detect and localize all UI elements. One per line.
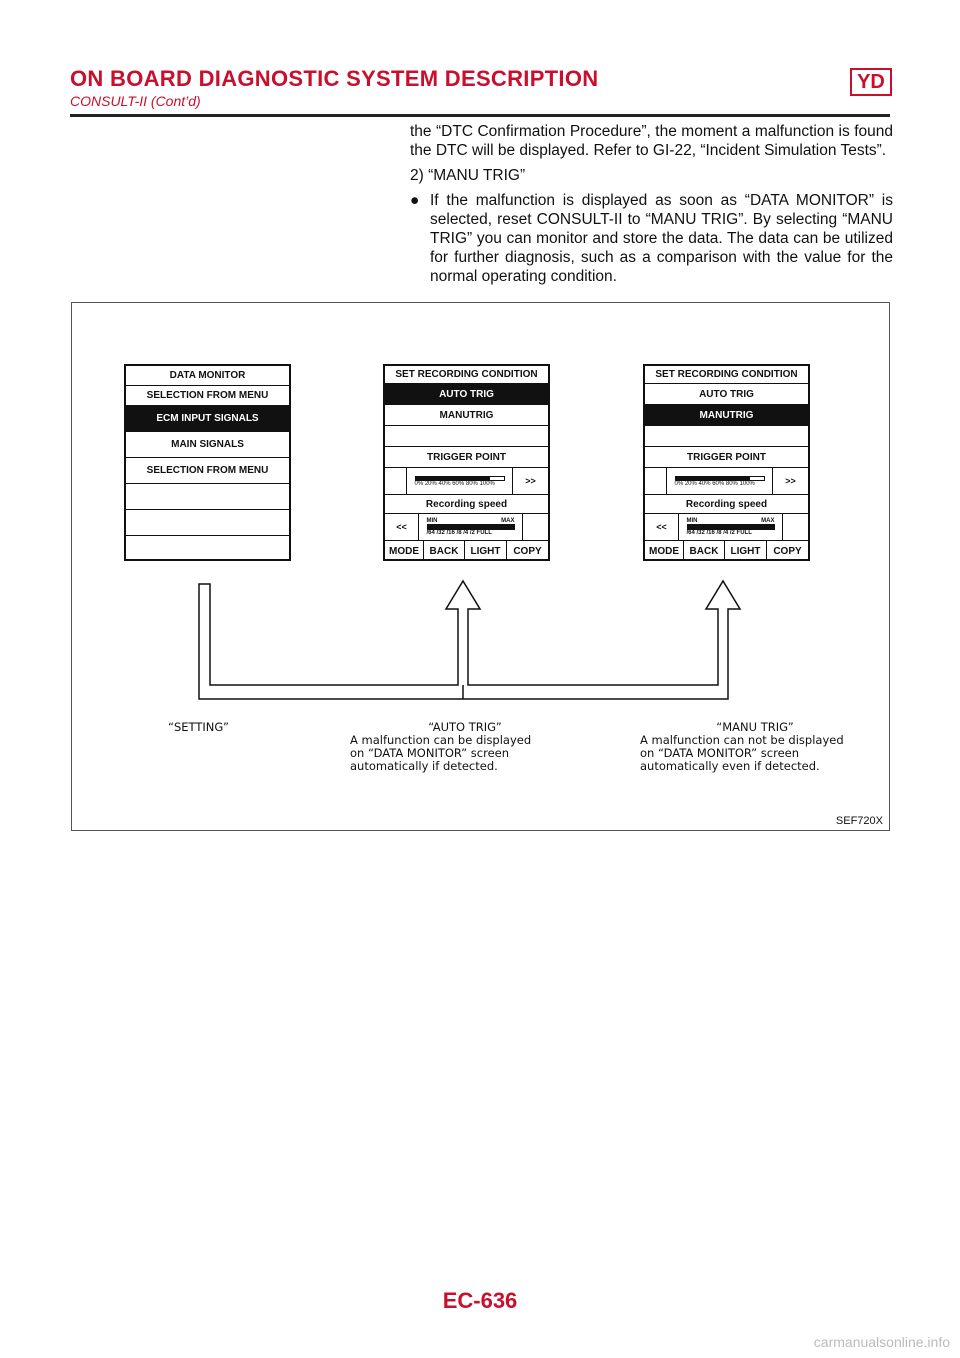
prev-arrow: << (385, 514, 419, 540)
caption-setting: “SETTING” (168, 720, 229, 734)
mode-button: MODE (645, 541, 684, 561)
back-button: BACK (684, 541, 725, 561)
max-label: MAX (501, 518, 515, 524)
manu-trig-row: MANUTRIG (385, 405, 548, 426)
caption-auto-line: A malfunction can be displayed (350, 733, 532, 747)
manu-trig-row: MANUTRIG (645, 405, 808, 426)
recording-speed-row: Recording speed (645, 495, 808, 514)
engine-code-badge: YD (850, 68, 892, 96)
trigger-ticks: 0% 20% 40% 60% 80% 100% (414, 480, 495, 487)
light-button: LIGHT (725, 541, 767, 561)
trigger-point-row: TRIGGER POINT (385, 447, 548, 468)
page-header-title: ON BOARD DIAGNOSTIC SYSTEM DESCRIPTION (70, 66, 599, 91)
auto-trig-row: AUTO TRIG (645, 384, 808, 405)
caption-auto-line: on “DATA MONITOR” screen (350, 746, 510, 760)
speed-ticks: /64 /32 /16 /8 /4 /2 FULL (426, 530, 492, 536)
figure-label: SEF720X (835, 815, 883, 827)
screen-row: MAIN SIGNALS (126, 432, 289, 458)
speed-ticks: /64 /32 /16 /8 /4 /2 FULL (686, 530, 752, 536)
light-button: LIGHT (465, 541, 507, 561)
min-label: MIN (686, 518, 698, 524)
min-label: MIN (426, 518, 438, 524)
recording-title: SET RECORDING CONDITION (645, 366, 808, 384)
bullet-text: If the malfunction is displayed as soon as “DATA MONITOR” is selected, reset CONSULT-II to “MANU TRIG”. By selecting “MANU TRIG” you can monitor and store the data. The data can be utilized for further diagnosis, such as a comparison with the value for the normal operating condition. (430, 192, 893, 285)
caption-manu-line: on “DATA MONITOR” screen (640, 746, 800, 760)
screen-row: SELECTION FROM MENU (126, 386, 289, 406)
mode-button: MODE (385, 541, 424, 561)
header-rule (70, 114, 890, 117)
caption-auto-title: “AUTO TRIG” (428, 720, 502, 734)
recording-title: SET RECORDING CONDITION (385, 366, 548, 384)
screen-row: SELECTION FROM MENU (126, 458, 289, 484)
bullet-item (410, 191, 893, 286)
copy-button: COPY (513, 545, 542, 557)
back-button: BACK (424, 541, 465, 561)
auto-trig-row: AUTO TRIG (385, 384, 548, 405)
caption-auto-trig (350, 721, 580, 773)
caption-manu-trig (640, 721, 870, 773)
max-label: MAX (761, 518, 775, 524)
flow-arrow-path (199, 581, 740, 699)
prev-arrow: << (645, 514, 679, 540)
screen-row-selected: ECM INPUT SIGNALS (126, 406, 289, 432)
page-header-subtitle: CONSULT-II (Cont’d) (70, 93, 201, 109)
screen-row: DATA MONITOR (126, 366, 289, 386)
bullet-icon: ● (410, 192, 420, 209)
page-number: EC-636 (442, 1288, 518, 1313)
figure-recording-condition (71, 302, 890, 831)
next-arrow: >> (785, 476, 796, 486)
caption-manu-line: A malfunction can not be displayed (640, 733, 844, 747)
trigger-ticks: 0% 20% 40% 60% 80% 100% (674, 480, 755, 487)
body-text (410, 122, 893, 286)
watermark: carmanualsonline.info (813, 1334, 950, 1350)
copy-button: COPY (773, 545, 802, 557)
caption-manu-line: automatically even if detected. (640, 759, 820, 773)
caption-auto-line: automatically if detected. (350, 759, 498, 773)
recording-speed-row: Recording speed (385, 495, 548, 514)
step-manu-trig: 2) “MANU TRIG” (410, 167, 526, 184)
next-arrow: >> (525, 476, 536, 486)
caption-manu-title: “MANU TRIG” (716, 720, 794, 734)
paragraph-dtc-confirmation: the “DTC Confirmation Procedure”, the moment a malfunction is found the DTC will be displayed. Refer to GI-22, “Incident Simulation Tests”. (410, 123, 893, 159)
trigger-point-row: TRIGGER POINT (645, 447, 808, 468)
